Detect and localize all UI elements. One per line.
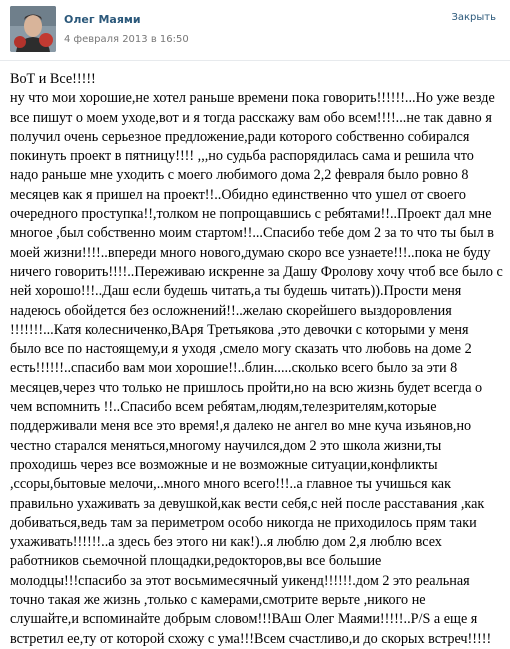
avatar-photo-icon (10, 6, 56, 52)
post-text-line: встретил ее,ту от которой схожу с ума!!!Всем счастливо,и до скорых встреч!!!!! (10, 630, 492, 647)
post-text-line: месяцев,через что только не пришлось пройти,но на всю жизнь будет всегда о (10, 379, 483, 396)
post-text-line: добиваться,ведь там за периметром особо никогда не приходилось прям таки (10, 514, 477, 531)
post-text-line: все пишут о моем уходе,вот и я тогда расскажу вам обо всем!!!!...не так давно я (10, 109, 492, 126)
post-text-line: слушайте,и вспоминайте добрым словом!!!ВАш Олег Маями!!!!!..P/S а еще я (10, 611, 478, 628)
post-text-line: месяцев как я пришел на проект!!..Обидно единственно что ушел от своего (10, 186, 467, 203)
post-text-line: покинуть проект в пятницу!!!! ,,,но судьба распорядилась сама и решила что (10, 148, 474, 165)
post-text-line: очередного проступка!!,толком не попрощавшись с ребятами!!..Проект дал мне (10, 206, 492, 223)
post-text-line: ничего говорить!!!!..Переживаю искренне за Дашу Фролову хочу чтоб все было с (10, 263, 503, 280)
post-text-line: надо раньше мне уходить с моего любимого дома 2,2 февраля было ровно 8 (10, 167, 469, 184)
post-text-line: моей жизни!!!!..впереди много нового,думаю скоро все узнаете!!!..пока не буду (10, 244, 491, 261)
post-text-line: правильно ухаживать за девушкой,как вести себя,с ней после расставания ,как (10, 495, 485, 512)
post-text-line: получил очень серьезное предложение,ради которого собственно собирался (10, 128, 470, 145)
close-button[interactable]: Закрыть (451, 12, 496, 23)
post-text-line: !!!!!!!...Катя колесниченко,ВАря Третьякова ,это девочки с которыми у меня (10, 321, 469, 338)
post-text-line: работников сьемочной площадки,редокторов,вы все большие (10, 553, 382, 570)
post-text-line: было все по настоящему,и я уходя ,смело могу сказать что любовь на доме 2 (10, 341, 472, 358)
post-text-line: точно такая же жизнь ,только с камерами,смотрите верьте ,никого не (10, 592, 426, 609)
post-text-line: надеюсь обойдется без осложнений!!..желаю скорейшего выздоровления (10, 302, 452, 319)
post-text-line: честно старался меняться,многому научился,дом 2 это школа жизни,ты (10, 437, 442, 454)
avatar[interactable] (10, 6, 56, 52)
header-divider (0, 60, 510, 61)
post-text-line: ,ссоры,бытовые мелочи,..много много всего!!!..а главное ты учишься как (10, 476, 451, 493)
post-text (10, 70, 504, 649)
post-text-line: молодцы!!!спасибо за этот восьмимесячный уикенд!!!!!!.дом 2 это реальная (10, 572, 470, 589)
post-text-line: проходишь через все возможные и не возможные ситуации,конфликты (10, 456, 438, 473)
post-text-line: поддерживали меня все это время!,я далеко не ангел во мне куча изьянов,но (10, 418, 472, 435)
post-text-line: ну что мои хорошие,не хотел раньше времени пока говорить!!!!!!...Но уже везде (10, 90, 495, 107)
post-date[interactable]: 4 февраля 2013 в 16:50 (64, 34, 189, 45)
author-name[interactable]: Олег Маями (64, 13, 141, 26)
post-text-line: чем вспомнить !!..Спасибо всем ребятам,людям,телезрителям,которые (10, 399, 437, 416)
post-text-line: ВоТ и Все!!!!! (10, 71, 96, 87)
post-text-line: ухаживать!!!!!!..а здесь без этого ни как!)..я люблю дом 2,я люблю всех (10, 534, 442, 551)
post-text-line: многое ,был собственно моим стартом!!...Спасибо тебе дом 2 за то что ты был в (10, 225, 494, 242)
post-header (0, 0, 510, 58)
post-text-line: ней хорошо!!!..Даш если будешь читать,а ты будешь читать)).Прости меня (10, 283, 462, 300)
post-text-line: есть!!!!!!..спасибо вам мои хорошие!!..блин.....сколько всего было за эти 8 (10, 360, 458, 377)
